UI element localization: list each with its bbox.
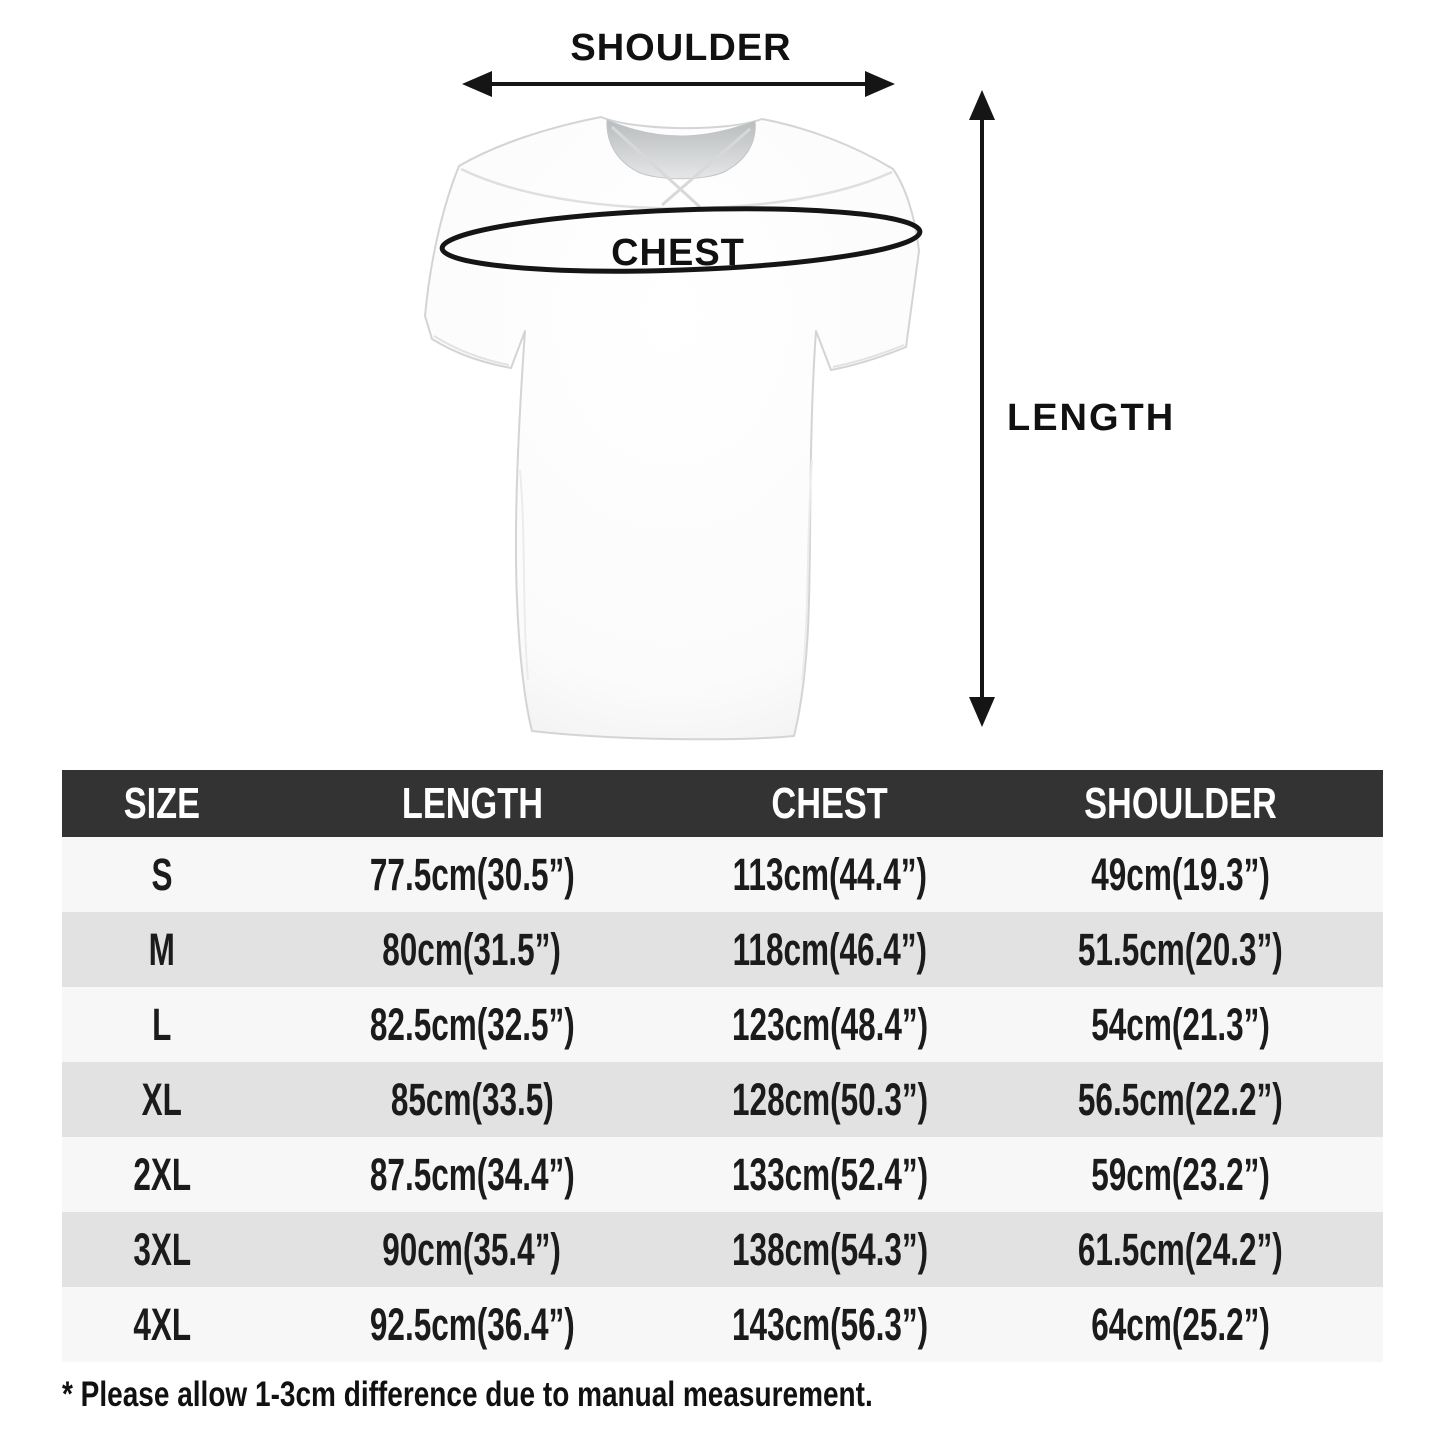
shoulder-value: 54cm(21.3”) (1091, 998, 1270, 1050)
header-shoulder-label: SHOULDER (1084, 778, 1277, 828)
size-value: 3XL (133, 1223, 191, 1275)
shoulder-value: 49cm(19.3”) (1091, 848, 1270, 900)
measurement-note-text: * Please allow 1-3cm difference due to manual measurement. (62, 1375, 873, 1414)
length-value: 77.5cm(30.5”) (369, 848, 575, 900)
size-table (62, 770, 1383, 1362)
length-value: 92.5cm(36.4”) (369, 1298, 575, 1350)
length-cell (262, 1212, 682, 1287)
length-value: 82.5cm(32.5”) (369, 998, 575, 1050)
size-cell (62, 837, 262, 912)
chest-value: 143cm(56.3”) (731, 1298, 929, 1350)
size-value: M (148, 923, 176, 975)
chest-cell (682, 837, 978, 912)
length-value: 80cm(31.5”) (382, 923, 562, 975)
chest-value: 133cm(52.4”) (731, 1148, 929, 1200)
chest-value: 118cm(46.4”) (732, 923, 928, 975)
table-row (62, 912, 1383, 987)
chest-cell (682, 1287, 978, 1362)
size-cell (62, 1212, 262, 1287)
measurement-note (62, 1374, 1382, 1416)
shoulder-value: 61.5cm(24.2”) (1078, 1223, 1283, 1275)
header-length (262, 770, 682, 837)
length-arrow (969, 90, 995, 727)
header-size (62, 770, 262, 837)
length-value: 90cm(35.4”) (382, 1223, 562, 1275)
chest-label: CHEST (611, 232, 745, 274)
length-cell (262, 1062, 682, 1137)
length-value: 85cm(33.5) (390, 1073, 554, 1125)
table-row (62, 1137, 1383, 1212)
length-cell (262, 912, 682, 987)
shoulder-cell (978, 837, 1383, 912)
length-cell (262, 1137, 682, 1212)
chest-value: 138cm(54.3”) (731, 1223, 929, 1275)
length-cell (262, 837, 682, 912)
size-cell (62, 987, 262, 1062)
shoulder-cell (978, 1062, 1383, 1137)
size-value: S (151, 848, 173, 900)
chest-cell (682, 987, 978, 1062)
size-cell (62, 1287, 262, 1362)
chest-value: 128cm(50.3”) (731, 1073, 929, 1125)
shoulder-arrow (462, 71, 895, 97)
shoulder-cell (978, 1212, 1383, 1287)
shoulder-cell (978, 987, 1383, 1062)
length-cell (262, 987, 682, 1062)
shoulder-cell (978, 1137, 1383, 1212)
table-row (62, 1212, 1383, 1287)
table-body (62, 837, 1383, 1362)
header-length-label: LENGTH (401, 778, 543, 828)
size-value: XL (141, 1073, 183, 1125)
header-chest-label: CHEST (771, 778, 889, 828)
table-row (62, 837, 1383, 912)
chest-cell (682, 1212, 978, 1287)
length-label: LENGTH (1007, 397, 1176, 439)
size-value: 4XL (133, 1298, 191, 1350)
chest-cell (682, 1062, 978, 1137)
shoulder-label: SHOULDER (570, 27, 792, 69)
chest-value: 123cm(48.4”) (731, 998, 929, 1050)
shoulder-value: 59cm(23.2”) (1091, 1148, 1270, 1200)
chest-cell (682, 1137, 978, 1212)
table-row (62, 1062, 1383, 1137)
table-row (62, 987, 1383, 1062)
size-cell (62, 1137, 262, 1212)
shoulder-value: 51.5cm(20.3”) (1078, 923, 1283, 975)
length-value: 87.5cm(34.4”) (369, 1148, 575, 1200)
table-row (62, 1287, 1383, 1362)
chest-cell (682, 912, 978, 987)
header-chest (682, 770, 978, 837)
length-cell (262, 1287, 682, 1362)
size-cell (62, 1062, 262, 1137)
size-value: L (152, 998, 172, 1050)
header-size-label: SIZE (123, 778, 201, 828)
shoulder-cell (978, 1287, 1383, 1362)
size-value: 2XL (133, 1148, 191, 1200)
shoulder-value: 56.5cm(22.2”) (1078, 1073, 1283, 1125)
table-header-row (62, 770, 1383, 837)
chest-value: 113cm(44.4”) (732, 848, 928, 900)
shoulder-value: 64cm(25.2”) (1091, 1298, 1270, 1350)
shoulder-cell (978, 912, 1383, 987)
header-shoulder (978, 770, 1383, 837)
size-cell (62, 912, 262, 987)
